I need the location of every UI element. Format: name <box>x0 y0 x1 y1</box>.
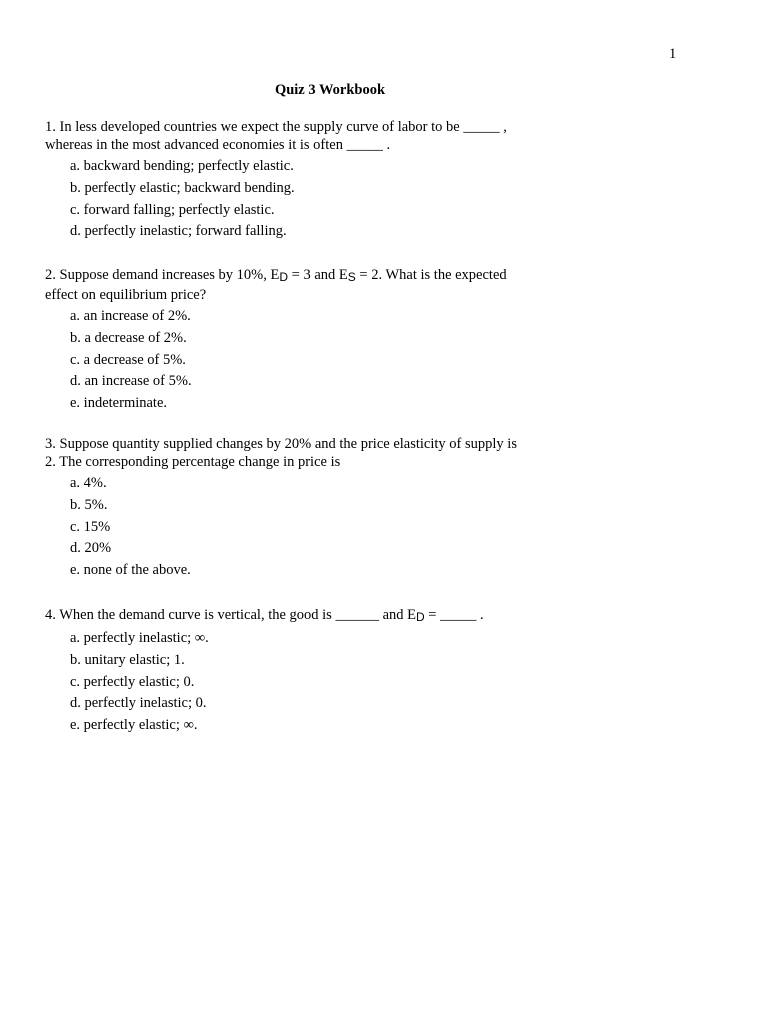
question-4-option-d: d. perfectly inelastic; 0. <box>70 695 207 712</box>
question-4-option-a: a. perfectly inelastic; ∞. <box>70 630 209 646</box>
page-number: 1 <box>669 46 677 62</box>
question-1-option-b: b. perfectly elastic; backward bending. <box>70 179 295 196</box>
question-1-option-c: c. forward falling; perfectly elastic. <box>70 201 275 218</box>
question-4-text-b: = _____ . <box>424 607 484 623</box>
question-2-text-b: = 3 and E <box>288 267 348 283</box>
question-3 <box>45 435 565 582</box>
question-2-text-a: 2. Suppose demand increases by 10%, E <box>45 267 280 283</box>
question-1 <box>45 118 565 243</box>
question-2-option-b: b. a decrease of 2%. <box>70 329 187 346</box>
question-1-stem <box>45 118 565 154</box>
question-3-option-b: b. 5%. <box>70 496 108 513</box>
question-2-option-d: d. an increase of 5%. <box>70 373 192 390</box>
supply-elasticity-subscript: S <box>347 270 356 284</box>
question-2-line-2: effect on equilibrium price? <box>45 287 207 303</box>
question-1-line-1: 1. In less developed countries we expect the supply curve of labor to be _____ , <box>45 119 507 135</box>
question-2-text-c: = 2. What is the expected <box>355 267 507 283</box>
question-4-option-b: b. unitary elastic; 1. <box>70 651 185 668</box>
question-1-option-d: d. perfectly inelastic; forward falling. <box>70 223 287 240</box>
question-4-option-c: c. perfectly elastic; 0. <box>70 673 195 690</box>
question-2 <box>45 266 565 415</box>
demand-elasticity-subscript: D <box>279 270 289 284</box>
question-2-option-a: a. an increase of 2%. <box>70 308 191 324</box>
question-3-option-d: d. 20% <box>70 540 112 557</box>
question-3-line-1: 3. Suppose quantity supplied changes by 20% and the price elasticity of supply is <box>45 436 517 452</box>
question-4 <box>45 606 565 737</box>
question-4-options <box>70 628 565 737</box>
question-4-stem <box>45 606 565 626</box>
question-1-option-a: a. backward bending; perfectly elastic. <box>70 158 294 174</box>
question-2-stem <box>45 266 565 304</box>
question-3-option-a: a. 4%. <box>70 475 107 491</box>
question-4-option-e: e. perfectly elastic; ∞. <box>70 717 198 734</box>
question-3-stem <box>45 435 565 471</box>
question-3-option-c: c. 15% <box>70 518 111 535</box>
demand-elasticity-subscript: D <box>416 610 425 624</box>
question-3-line-2: 2. The corresponding percentage change in price is <box>45 454 341 470</box>
question-2-line-1 <box>45 266 565 286</box>
question-1-line-2: whereas in the most advanced economies it is often _____ . <box>45 137 391 153</box>
question-2-option-e: e. indeterminate. <box>70 395 168 412</box>
question-3-option-e: e. none of the above. <box>70 562 191 579</box>
question-3-options <box>70 473 565 582</box>
question-4-text-a: 4. When the demand curve is vertical, the good is ______ and E <box>45 607 416 623</box>
question-2-option-c: c. a decrease of 5%. <box>70 351 186 368</box>
question-4-line-1 <box>45 606 565 626</box>
document-title: Quiz 3 Workbook <box>274 82 386 98</box>
question-2-options <box>70 306 565 415</box>
question-1-options <box>70 156 565 243</box>
